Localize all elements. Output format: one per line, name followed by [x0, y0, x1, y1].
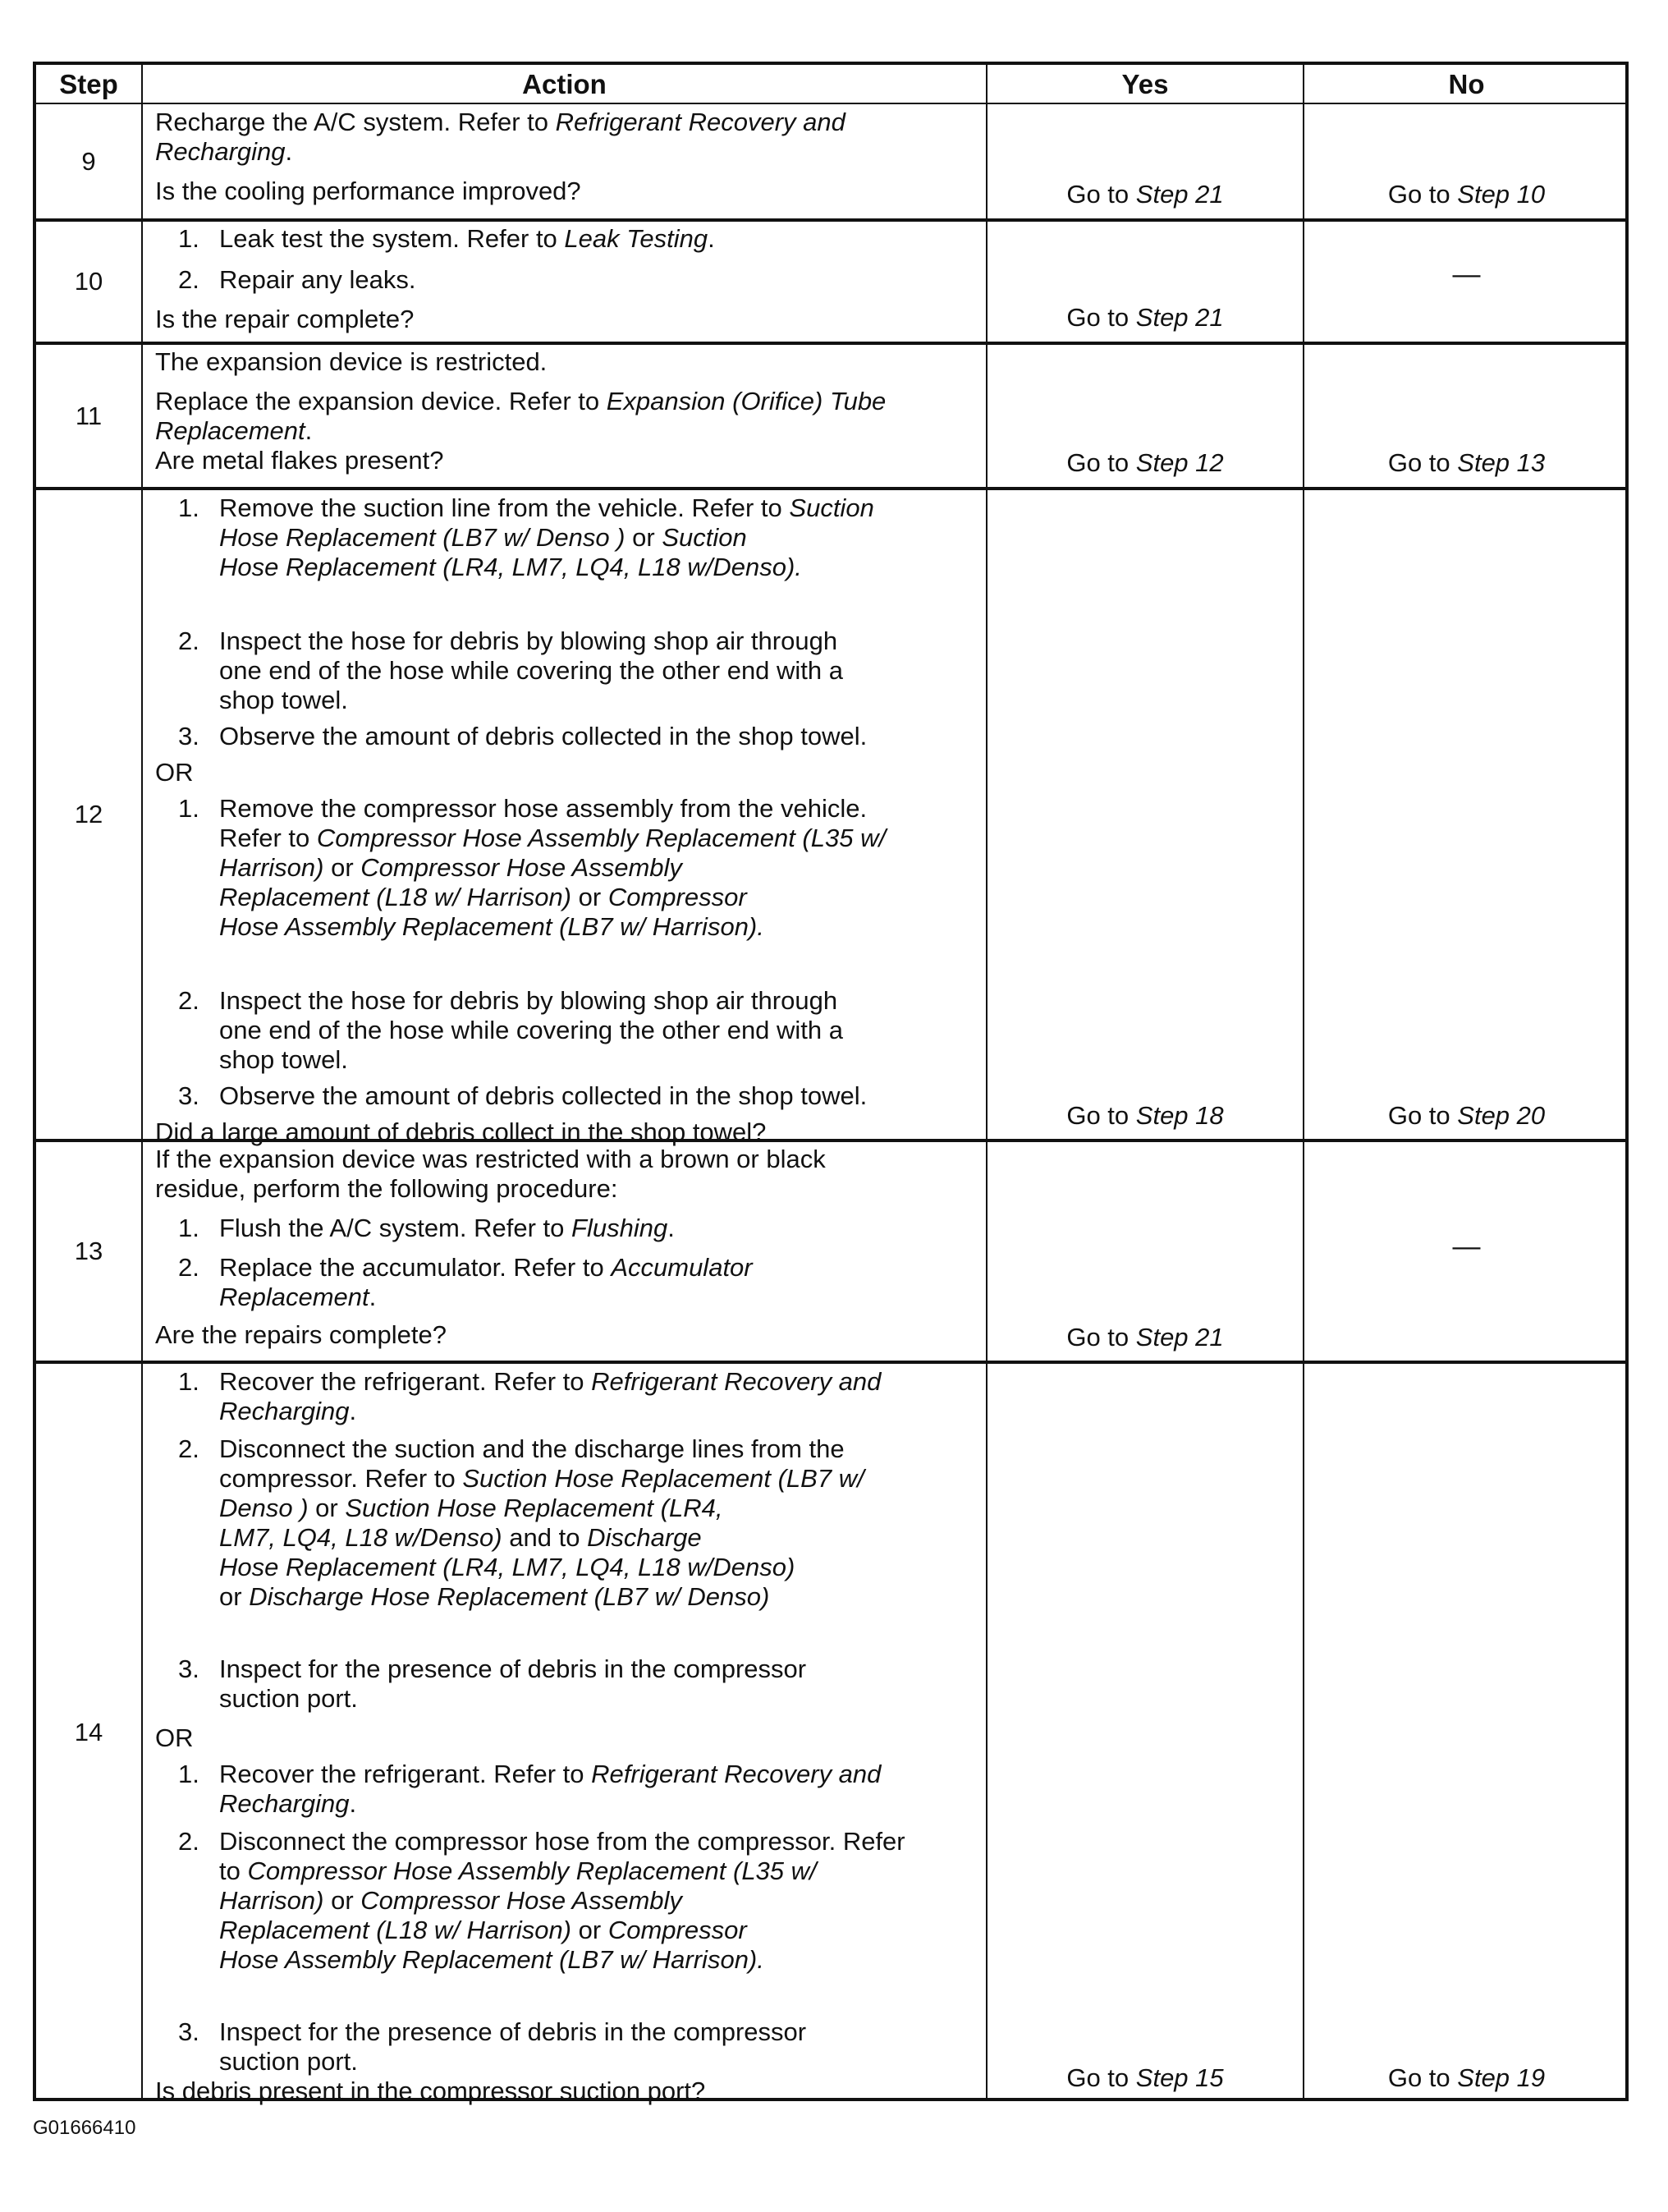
- yes-result: Go to Step 21: [1066, 303, 1224, 332]
- list-item: 1. Remove the suction line from the vehicle. Refer to Suction Hose Replacement (LB7 w/ Denso ) or Suction Hose Replacement (LR4, LM7, LQ4, L18 w/Denso).: [178, 493, 874, 581]
- no-result: Go to Step 10: [1387, 180, 1546, 209]
- action-cell: Recharge the A/C system. Refer to Refrigerant Recovery and Recharging. Is the cooling performance improved?: [143, 108, 986, 206]
- yes-result: Go to Step 12: [1066, 448, 1224, 477]
- no-cell: [1304, 259, 1629, 291]
- yes-result: Go to Step 21: [1066, 1323, 1224, 1352]
- diagnostic-table: [33, 62, 1629, 2105]
- yes-result: Go to Step 18: [1066, 1101, 1224, 1130]
- or-separator: OR: [155, 1723, 194, 1752]
- list-item: 2. Replace the accumulator. Refer to Accumulator Replacement.: [178, 1253, 753, 1311]
- list-item: 3. Observe the amount of debris collected in the shop towel.: [178, 1081, 868, 1110]
- question-text: Is the cooling performance improved?: [155, 177, 581, 205]
- no-result-dash: —: [1452, 1231, 1481, 1262]
- yes-result: Go to Step 15: [1066, 2063, 1224, 2092]
- yes-cell: [988, 1101, 1303, 1134]
- or-separator: OR: [155, 758, 194, 787]
- question-text: Did a large amount of debris collect in the shop towel?: [155, 1117, 767, 1146]
- yes-cell: [988, 448, 1303, 481]
- yes-cell: [988, 303, 1303, 336]
- reference-text: Refrigerant Recovery and: [555, 108, 845, 136]
- no-cell: [1304, 2063, 1629, 2096]
- reference-text: Expansion (Orifice) Tube: [606, 387, 887, 415]
- reference-text: Replacement: [155, 416, 305, 445]
- action-text: Recharge the A/C system. Refer to: [155, 108, 548, 136]
- action-cell: The expansion device is restricted. Replace the expansion device. Refer to Expansion (Orifice) Tube Replacement. Are metal flakes present?: [143, 347, 986, 475]
- reference-text: Recharging: [155, 137, 286, 166]
- row-divider: [36, 218, 1625, 222]
- action-text: If the expansion device was restricted with a brown or black residue, perform the following procedure:: [155, 1145, 826, 1203]
- step-number: 9: [81, 146, 96, 176]
- header-action: Action: [522, 69, 607, 99]
- action-cell: [143, 1367, 986, 2106]
- list-item: 2. Disconnect the compressor hose from the compressor. Refer to Compressor Hose Assembly Replacement (L35 w/ Harrison) or Compressor Hose Assembly Replacement (L18 w/ Harrison) or Compressor Hose Assembly Replacement (LB7 w/ Harrison).: [178, 1827, 905, 1974]
- action-text: Replace the expansion device. Refer to: [155, 387, 600, 415]
- step-number: 11: [75, 401, 103, 430]
- no-cell: [1304, 180, 1629, 213]
- list-item: 2. Repair any leaks.: [178, 265, 416, 294]
- action-cell: [143, 224, 986, 334]
- list-item: 3. Inspect for the presence of debris in the compressor suction port.: [178, 1654, 807, 1713]
- column-divider: [986, 65, 988, 2098]
- header-step: Step: [59, 69, 118, 99]
- no-result: Go to Step 19: [1387, 2063, 1546, 2092]
- no-cell: [1304, 1101, 1629, 1134]
- row-divider: [36, 1361, 1625, 1364]
- step-number: 10: [74, 267, 103, 296]
- step-number: 12: [74, 800, 103, 828]
- row-divider: [36, 342, 1625, 345]
- step-number: 14: [74, 1718, 103, 1746]
- question-text: Is the repair complete?: [155, 305, 415, 333]
- no-result: Go to Step 13: [1387, 448, 1546, 477]
- yes-cell: [988, 1323, 1303, 1356]
- list-item: 2. Inspect the hose for debris by blowing shop air through one end of the hose while covering the other end with a shop towel.: [178, 626, 844, 714]
- list-item: 1. Recover the refrigerant. Refer to Refrigerant Recovery and Recharging.: [178, 1367, 882, 1425]
- row-divider: [36, 487, 1625, 490]
- list-item: 1. Remove the compressor hose assembly from the vehicle. Refer to Compressor Hose Assembly Replacement (L35 w/ Harrison) or Compressor Hose Assembly Replacement (L18 w/ Harrison) or Compressor Hose Assembly Replacement (LB7 w/ Harrison).: [178, 794, 887, 941]
- figure-id: G01666410: [33, 2117, 136, 2139]
- list-item: 3. Observe the amount of debris collected in the shop towel.: [178, 722, 868, 750]
- no-cell: [1304, 1231, 1629, 1264]
- step-number: 13: [74, 1237, 103, 1265]
- list-item: 1. Leak test the system. Refer to Leak Testing.: [178, 224, 715, 253]
- question-text: Is debris present in the compressor suction port?: [155, 2077, 706, 2105]
- action-text: The expansion device is restricted.: [155, 347, 548, 376]
- action-cell: [143, 493, 986, 1147]
- list-item: 2. Inspect the hose for debris by blowing shop air through one end of the hose while covering the other end with a shop towel.: [178, 986, 844, 1074]
- column-divider: [1303, 65, 1304, 2098]
- question-text: Are the repairs complete?: [155, 1320, 447, 1349]
- yes-cell: [988, 2063, 1303, 2096]
- no-result-dash: —: [1452, 259, 1481, 290]
- yes-result: Go to Step 21: [1066, 180, 1224, 209]
- list-item: 1. Recover the refrigerant. Refer to Refrigerant Recovery and Recharging.: [178, 1760, 882, 1818]
- no-result: Go to Step 20: [1387, 1101, 1546, 1130]
- list-item: 2. Disconnect the suction and the discharge lines from the compressor. Refer to Suction Hose Replacement (LB7 w/ Denso ) or Suction Hose Replacement (LR4, LM7, LQ4, L18 w/Denso) and to Discharge Hose Replacement (LR4, LM7, LQ4, L18 w/Denso) or Discharge Hose Replacement (LB7 w/ Denso): [178, 1434, 864, 1611]
- header-no: No: [1448, 69, 1485, 99]
- question-text: Are metal flakes present?: [155, 446, 444, 475]
- header-yes: Yes: [1121, 69, 1169, 99]
- list-item: 1. Flush the A/C system. Refer to Flushing.: [178, 1214, 675, 1242]
- no-cell: [1304, 448, 1629, 481]
- action-cell: [143, 1145, 986, 1350]
- yes-cell: [988, 180, 1303, 213]
- list-item: 3. Inspect for the presence of debris in the compressor suction port.: [178, 2017, 807, 2076]
